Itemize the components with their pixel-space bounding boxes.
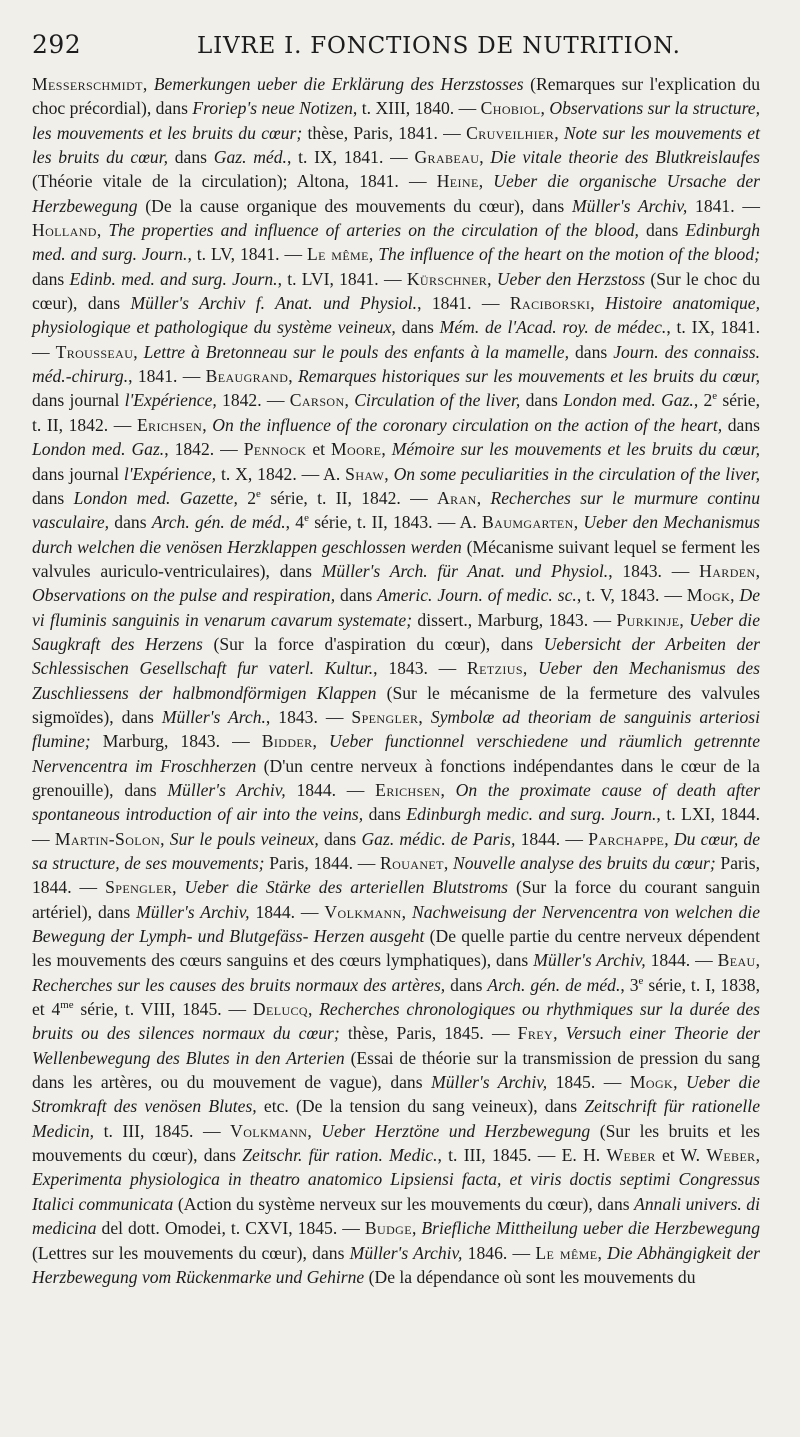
italic-title: Ueber Herztöne und Herzbewegung: [321, 1120, 591, 1141]
italic-title: Lettre à Bretonneau sur le pouls des enfants à la mamelle,: [143, 341, 569, 362]
italic-title: Journ. des connaiss. méd.-chirurg.: [32, 341, 760, 387]
superscript: e: [304, 512, 309, 525]
italic-title: Gaz. médic. de Paris,: [361, 828, 516, 849]
text-run: série, t. II, 1842. —: [32, 390, 761, 435]
italic-title: Müller's Arch. für Anat. und Physiol.: [321, 560, 609, 581]
author-name: Delucq: [252, 999, 308, 1020]
text-run: , t. LXI, 1844. —: [32, 804, 760, 849]
text-run: 1846. —: [462, 1242, 536, 1263]
text-run: (Remarques sur l'explication du choc précordial), dans: [32, 74, 761, 119]
text-run: , t. IX, 1841. —: [32, 317, 761, 362]
text-run: (Lettres sur les mouvements du cœur), dans: [32, 1242, 350, 1263]
text-run: ,: [384, 463, 394, 484]
author-name: Messerschmidt: [32, 74, 143, 94]
author-name: Holland: [32, 220, 97, 241]
text-run: (Mécanisme suivant lequel se ferment les valvules auriculo-ventriculaires), dans: [32, 536, 761, 581]
italic-title: Ueber die Stärke des arteriellen Blutstroms: [184, 877, 509, 898]
text-run: ,: [755, 560, 760, 581]
text-run: ,: [755, 1145, 760, 1166]
text-run: dans: [445, 974, 488, 995]
text-run: série, t. II, 1842. —: [260, 487, 438, 508]
italic-title: Remarques historiques sur les mouvements et les bruits du cœur,: [298, 366, 760, 387]
superscript: me: [60, 999, 74, 1012]
text-run: dans: [32, 487, 74, 508]
text-run: ,: [160, 828, 170, 849]
italic-title: On the proximate cause of death after spontaneous introduction of air into the veins,: [32, 779, 761, 825]
author-name: Raciborski: [509, 293, 591, 314]
author-name: Pennock: [243, 439, 307, 460]
italic-title: Nouvelle analyse des bruits du cœur;: [452, 853, 716, 873]
text-run: et W.: [655, 1145, 707, 1166]
author-name: Chobiol: [480, 98, 541, 119]
text-run: , t. XIII, 1840. —: [352, 98, 481, 119]
italic-title: Edinb. med. and surg. Journ.: [69, 268, 278, 289]
author-name: Moore: [331, 439, 382, 460]
italic-title: Müller's Archiv,: [167, 779, 286, 800]
italic-title: Du cœur, de sa structure, de ses mouvements;: [32, 828, 761, 873]
text-run: , t. IX, 1841. —: [286, 147, 415, 168]
text-run: , t. LVI, 1841. —: [277, 268, 407, 289]
italic-title: Gaz. méd.: [213, 147, 287, 168]
author-name: Spengler: [105, 877, 173, 898]
italic-title: Die vitale theorie des Blutkreislaufes: [490, 147, 761, 168]
text-run: (De la dépendance où sont les mouvements du: [364, 1266, 696, 1287]
text-run: dissert., Marburg, 1843. —: [412, 609, 617, 630]
author-name: Rouanet: [380, 853, 444, 873]
text-run: ,: [522, 658, 539, 679]
text-run: ,: [307, 1120, 322, 1141]
text-run: ,: [411, 1218, 422, 1239]
text-run: , 2: [693, 390, 713, 411]
author-name: Harden: [699, 560, 756, 581]
text-run: dans: [318, 828, 362, 849]
italic-title: Edinburgh med. and surg. Journ.: [32, 220, 761, 265]
italic-title: Symbolæ ad theoriam de sanguinis arteriosi flumine;: [32, 706, 760, 752]
author-name: Martin-Solon: [54, 828, 161, 849]
text-run: ,: [307, 999, 320, 1020]
author-name: Bidder: [261, 731, 313, 752]
text-run: (D'un centre nerveux à fonctions indépendantes dans le cœur de la grenouille), dans: [32, 755, 760, 800]
superscript: e: [256, 487, 261, 500]
italic-title: Müller's Archiv,: [349, 1242, 463, 1263]
text-run: ,: [344, 390, 355, 411]
text-run: (Théorie vitale de la circulation); Altona, 1841. —: [32, 171, 437, 192]
italic-title: Recherches chronologiques ou rhythmiques sur la durée des bruits ou des silences normaux du cœur;: [32, 999, 760, 1044]
author-name: Volkmann: [324, 901, 402, 922]
text-run: ,: [172, 877, 185, 898]
text-run: ,: [142, 74, 154, 94]
italic-title: Nachweisung der Nervencentra von welchen die Bewegung der Lymph- und Blutgefäss- Herzen ausgeht: [32, 901, 761, 947]
text-run: série, t. I, 1838, et 4: [32, 974, 760, 1020]
running-title: LIVRE I. FONCTIONS DE NUTRITION.: [197, 33, 681, 59]
text-run: 1845. —: [547, 1072, 630, 1093]
superscript: e: [638, 974, 644, 987]
text-run: dans: [638, 220, 686, 241]
italic-title: Ueber die organische Ursache der Herzbewegung: [32, 171, 760, 216]
italic-title: Müller's Archiv,: [431, 1072, 548, 1093]
italic-title: Note sur les mouvements et les bruits du cœur,: [32, 122, 761, 168]
italic-title: Ueber die Saugkraft des Herzens: [32, 609, 761, 654]
text-run: et: [306, 439, 332, 460]
page-number: 292: [32, 30, 82, 59]
italic-title: On some peculiarities in the circulation of the liver,: [393, 463, 760, 484]
italic-title: Müller's Archiv f. Anat. und Physiol.: [130, 293, 418, 314]
author-name: Weber: [706, 1145, 756, 1166]
text-run: (De la cause organique des mouvements du cœur), dans: [137, 195, 572, 216]
author-name: Beau: [717, 950, 756, 971]
italic-title: On the influence of the coronary circulation on the action of the heart,: [212, 414, 723, 435]
italic-title: Edinburgh medic. and surg. Journ.: [406, 804, 657, 825]
italic-title: Zeitschrift für rationelle Medicin,: [32, 1096, 760, 1141]
text-run: dans journal: [32, 463, 124, 484]
text-run: ,: [133, 341, 144, 362]
author-name: Parchappe: [588, 828, 665, 849]
author-name: Cruveilhier: [466, 122, 555, 143]
text-run: dans: [32, 268, 70, 289]
text-run: ,: [673, 1072, 687, 1093]
author-name: Purkinje: [616, 609, 680, 630]
italic-title: Müller's Arch.: [161, 706, 266, 727]
text-run: ,: [288, 366, 298, 387]
text-run: ,: [553, 1023, 566, 1044]
text-run: (Sur les bruits et les mouvements du cœur), dans: [32, 1120, 760, 1166]
text-run: ,: [573, 512, 584, 533]
italic-title: Uebersicht der Arbeiten der Schlessischen Gesellschaft fur vaterl. Kultur.: [32, 633, 761, 679]
text-run: ,: [202, 414, 213, 435]
italic-title: Froriep's neue Notizen: [192, 98, 353, 119]
text-run: ,: [554, 122, 564, 143]
text-run: , 4: [285, 512, 305, 533]
italic-title: Müller's Archiv,: [533, 950, 646, 971]
text-run: (Action du système nerveux sur les mouvements du cœur), dans: [173, 1193, 635, 1214]
text-run: del dott. Omodei, t. CXVI, 1845. —: [96, 1218, 365, 1239]
italic-title: Ueber den Mechanismus des Zuschliessens der halbmondförmigen Klappen: [32, 658, 760, 703]
text-run: ,: [679, 609, 690, 630]
text-run: dans: [395, 317, 440, 338]
italic-title: London med. Gaz.: [32, 439, 165, 460]
italic-title: Ueber den Mechanismus durch welchen die venösen Herzklappen geschlossen werden: [32, 512, 761, 557]
text-run: (Sur le mécanisme de la fermeture des valvules sigmoïdes), dans: [32, 682, 760, 727]
author-name: Aran: [437, 487, 477, 508]
author-name: Mogk: [629, 1072, 674, 1093]
text-run: 1842. —: [216, 390, 290, 411]
text-run: ,: [590, 293, 606, 314]
text-run: 2: [237, 487, 257, 508]
italic-title: Zeitschr. für ration. Medic.: [242, 1145, 438, 1166]
italic-title: Americ. Journ. of medic. sc.: [377, 585, 577, 606]
author-name: Le même: [535, 1242, 598, 1263]
author-name: Baumgarten: [482, 512, 574, 533]
text-run: série, t. VIII, 1845. —: [73, 999, 253, 1020]
text-run: ,: [443, 853, 453, 873]
italic-title: The properties and influence of arteries on the circulation of the blood,: [108, 220, 639, 241]
author-name: Beaugrand: [205, 366, 289, 387]
text-run: t. X, 1842. — A.: [216, 463, 346, 484]
author-name: Erichsen: [375, 779, 441, 800]
text-run: , t. III, 1845. — E. H.: [437, 1145, 607, 1166]
italic-title: Arch. gén. de méd.: [151, 512, 286, 533]
italic-title: Circulation of the liver,: [354, 390, 521, 411]
text-run: dans: [335, 585, 378, 606]
author-name: Heine: [436, 171, 479, 192]
text-run: 1844. —: [645, 950, 718, 971]
author-name: Shaw: [345, 463, 385, 484]
text-run: ,: [478, 171, 494, 192]
italic-title: Arch. gén. de méd.: [487, 974, 621, 995]
text-run: ,: [487, 268, 497, 289]
author-name: Volkmann: [230, 1120, 308, 1141]
text-run: , t. LV, 1841. —: [187, 244, 308, 265]
italic-title: l'Expérience,: [124, 390, 217, 411]
text-run: ,: [479, 147, 491, 168]
text-run: ,: [597, 1242, 608, 1263]
italic-title: Annali univers. di medicina: [32, 1193, 760, 1239]
italic-title: Sur le pouls veineux,: [169, 828, 319, 849]
author-name: Carson: [289, 390, 345, 411]
text-run: , 1843. —: [265, 706, 352, 727]
text-run: 1844. —: [285, 779, 376, 800]
italic-title: The influence of the heart on the motion of the blood;: [378, 244, 761, 265]
author-name: Mogk: [686, 585, 731, 606]
text-run: Marburg, 1843. —: [90, 731, 262, 752]
superscript: e: [712, 390, 718, 403]
text-run: ,: [96, 220, 109, 241]
italic-title: London med. Gazette,: [73, 487, 238, 508]
author-name: Trousseau: [55, 341, 134, 362]
author-name: Retzius: [467, 658, 523, 679]
italic-title: Observations on the pulse and respiration,: [32, 585, 336, 606]
italic-title: l'Expérience,: [123, 463, 217, 484]
italic-title: Die Abhängigkeit der Herzbewegung vom Rückenmarke und Gehirne: [32, 1242, 760, 1287]
author-name: Erichsen: [136, 414, 203, 435]
text-run: , 1841. —: [417, 293, 510, 314]
text-run: ,: [401, 901, 412, 922]
text-run: , t. V, 1843. —: [576, 585, 687, 606]
italic-title: Mémoire sur les mouvements et les bruits du cœur,: [391, 439, 760, 460]
text-run: thèse, Paris, 1845. —: [339, 1023, 518, 1044]
bibliography-paragraph: [32, 72, 760, 1289]
text-run: dans: [569, 341, 614, 362]
italic-title: Müller's Archiv,: [572, 195, 688, 216]
text-run: , 1843. —: [608, 560, 700, 581]
author-name: Kürschner: [406, 268, 488, 289]
text-run: dans: [722, 414, 760, 435]
italic-title: Recherches sur les causes des bruits normaux des artères,: [32, 974, 446, 995]
text-run: (De quelle partie du centre nerveux dépendent les mouvements des cœurs sanguins et des cœurs lymphatiques), dans: [32, 926, 760, 971]
text-run: ,: [368, 244, 379, 265]
text-run: (Sur la force d'aspiration du cœur), dans: [202, 633, 544, 654]
italic-title: Experimenta physiologica in theatro anatomico Lipsiensi facta, et viris doctis septimi Congressus Italici communicata: [32, 1169, 760, 1214]
text-run: ,: [755, 950, 760, 971]
italic-title: Versuch einer Theorie der Wellenbewegung des Blutes in den Arterien: [32, 1023, 760, 1068]
italic-title: Histoire anatomique, physiologique et pathologique du système veineux,: [32, 293, 760, 338]
text-run: thèse, Paris, 1841. —: [302, 122, 467, 143]
text-run: dans journal: [32, 390, 125, 411]
text-run: , 1841. —: [128, 366, 206, 387]
author-name: Frey: [517, 1023, 554, 1044]
running-head: [32, 30, 760, 70]
text-run: , 3: [620, 974, 639, 995]
text-run: , 1842. —: [164, 439, 244, 460]
text-run: ,: [730, 585, 740, 606]
text-run: t. III, 1845. —: [94, 1120, 231, 1141]
text-run: dans: [520, 390, 564, 411]
text-run: Paris, 1844. —: [32, 853, 761, 898]
italic-title: Ueber die Stromkraft des venösen Blutes,: [32, 1072, 761, 1117]
text-run: ,: [540, 98, 550, 119]
text-run: dans: [168, 147, 214, 168]
author-name: Budge: [364, 1218, 412, 1239]
italic-title: London med. Gaz.: [563, 390, 694, 411]
author-name: Spengler: [351, 706, 419, 727]
text-run: (Sur la force du courant sanguin artériel), dans: [32, 877, 761, 922]
text-run: dans: [109, 512, 152, 533]
text-run: , 1843. —: [373, 658, 468, 679]
text-run: ,: [476, 487, 491, 508]
italic-title: Mém. de l'Acad. roy. de médec.: [439, 317, 667, 338]
text-run: série, t. II, 1843. — A.: [308, 512, 483, 533]
text-run: (Sur le choc du cœur), dans: [32, 268, 760, 314]
italic-title: De vi fluminis sanguinis in venarum cavarum systemate;: [32, 585, 761, 630]
text-run: ,: [418, 706, 431, 727]
text-run: ,: [440, 779, 456, 800]
author-name: Weber: [606, 1145, 656, 1166]
italic-title: Briefliche Mittheilung ueber die Herzbewegung: [421, 1218, 761, 1239]
text-run: (Essai de théorie sur la transmission de pression du sang dans les artères, ou du mouvement de vague), dans: [32, 1047, 760, 1093]
italic-title: Bemerkungen ueber die Erklärung des Herzstosses: [153, 74, 524, 94]
text-run: Paris, 1844. —: [264, 853, 381, 873]
text-run: 1841. —: [687, 195, 760, 216]
author-name: Le même: [307, 244, 369, 265]
text-run: 1844. —: [249, 901, 325, 922]
text-run: ,: [312, 731, 330, 752]
text-run: etc. (De la tension du sang veineux), dans: [256, 1096, 585, 1117]
italic-title: Observations sur la structure, les mouvements et les bruits du cœur;: [32, 98, 760, 143]
text-run: 1844. —: [515, 828, 589, 849]
italic-title: Ueber functionnel verschiedene und räumlich getrennte Nervencentra im Froschherzen: [32, 731, 760, 776]
text-run: ,: [381, 439, 392, 460]
italic-title: Ueber den Herzstoss: [496, 268, 646, 289]
text-run: ,: [664, 828, 674, 849]
italic-title: Müller's Archiv,: [136, 901, 250, 922]
italic-title: Recherches sur le murmure continu vasculaire,: [32, 487, 761, 533]
author-name: Grabeau: [414, 147, 480, 168]
text-run: dans: [363, 804, 407, 825]
